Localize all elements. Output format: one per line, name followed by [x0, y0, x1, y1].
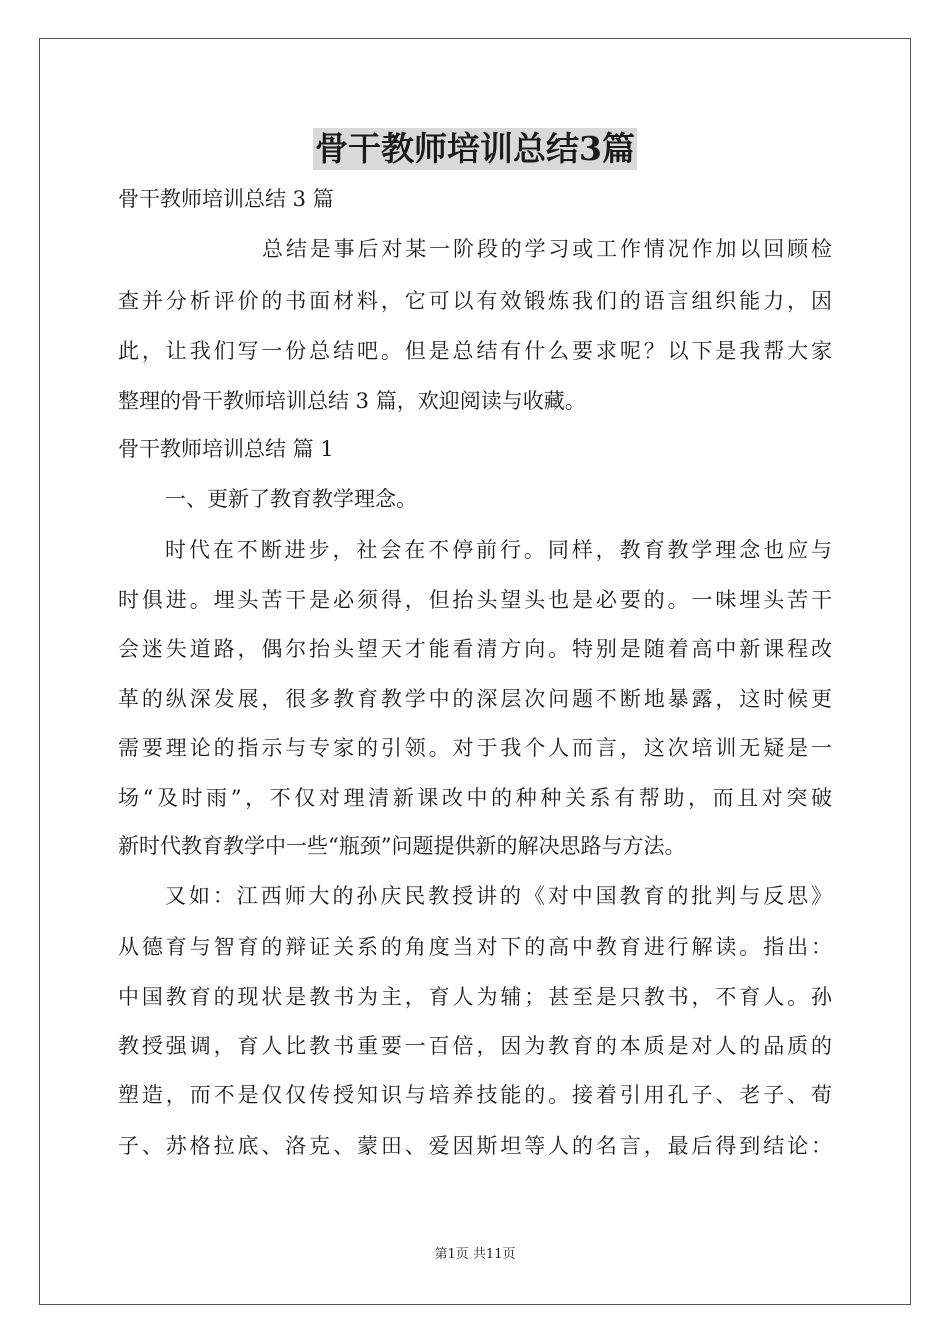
paragraph-line: 时俱进。埋头苦干是必须得，但抬头望头也是必要的。一味埋头苦干: [118, 588, 832, 612]
paragraph-line: 需要理论的指示与专家的引领。对于我个人而言，这次培训无疑是一: [118, 736, 832, 760]
intro-line: 总结是事后对某一阶段的学习或工作情况作加以回顾检: [262, 237, 832, 261]
page-footer: 第1页 共11页: [434, 1247, 516, 1262]
title-container: [0, 128, 950, 170]
paragraph-line: 塑造，而不是仅仅传授知识与培养技能的。接着引用孔子、老子、荀: [118, 1083, 832, 1107]
paragraph-line: 时代在不断进步，社会在不停前行。同样，教育教学理念也应与: [165, 538, 832, 562]
paragraph-line: 子、苏格拉底、洛克、蒙田、爱因斯坦等人的名言，最后得到结论：: [118, 1134, 832, 1158]
paragraph-line: 从德育与智育的辩证关系的角度当对下的高中教育进行解读。指出：: [118, 935, 832, 959]
paragraph-line: 教授强调，育人比教书重要一百倍，因为教育的本质是对人的品质的: [118, 1034, 832, 1058]
document-title: 骨干教师培训总结3篇: [315, 129, 635, 168]
point-heading: 一、更新了教育教学理念。: [165, 487, 417, 511]
intro-line: 查并分析评价的书面材料，它可以有效锻炼我们的语言组织能力，因: [118, 289, 832, 313]
paragraph-line: 会迷失道路，偶尔抬头望天才能看清方向。特别是随着高中新课程改: [118, 637, 832, 661]
paragraph-line: 又如：江西师大的孙庆民教授讲的《对中国教育的批判与反思》: [165, 884, 832, 908]
intro-line: 整理的骨干教师培训总结 3 篇，欢迎阅读与收藏。: [118, 389, 586, 413]
section-heading: 骨干教师培训总结 篇 1: [118, 437, 334, 461]
paragraph-line: 革的纵深发展，很多教育教学中的深层次问题不断地暴露，这时候更: [118, 687, 832, 711]
document-subtitle: 骨干教师培训总结 3 篇: [118, 187, 334, 211]
intro-line: 此，让我们写一份总结吧。但是总结有什么要求呢？以下是我帮大家: [118, 339, 832, 363]
paragraph-line: 场“及时雨”，不仅对理清新课改中的种种关系有帮助，而且对突破: [118, 786, 832, 810]
paragraph-line: 新时代教育教学中一些“瓶颈”问题提供新的解决思路与方法。: [118, 834, 686, 858]
page-border: [39, 38, 911, 1305]
paragraph-line: 中国教育的现状是教书为主，育人为辅；甚至是只教书，不育人。孙: [118, 985, 832, 1009]
